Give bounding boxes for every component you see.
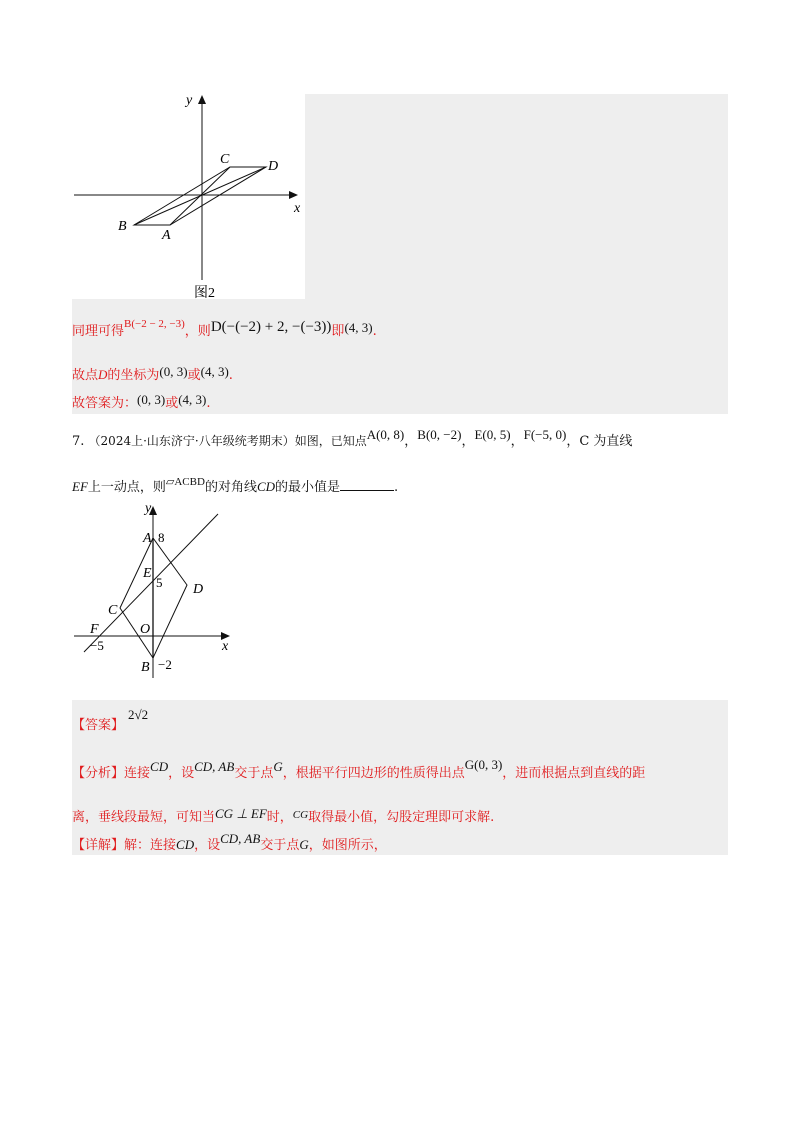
text: 或 <box>187 368 201 383</box>
text: 交于点 <box>260 838 300 853</box>
text: 交于点 <box>234 766 274 781</box>
expr-d: D(−(−2) + 2, −(−3)) <box>210 319 332 335</box>
y-axis-arrow-icon <box>198 95 206 104</box>
text: 的坐标为 <box>107 368 160 383</box>
label-a: A <box>162 228 171 243</box>
answer-blank[interactable] <box>340 478 394 491</box>
label-c: C <box>220 152 230 167</box>
figure-2 <box>72 90 305 305</box>
text: . <box>206 396 211 411</box>
solution-background-right <box>305 94 728 299</box>
problem-7-line-2 <box>72 478 398 497</box>
point-f: F(−5, 0) <box>523 427 567 442</box>
label-e: E <box>143 566 152 581</box>
analysis-label: 【分析】 <box>72 766 125 781</box>
label-c: C <box>108 603 118 618</box>
text: 的最小值是 <box>275 480 341 495</box>
text: 离，垂线段最短，可知当 <box>72 810 216 825</box>
problem-number: 7. <box>72 434 85 449</box>
segments-cd-ab: CD, AB <box>220 831 261 846</box>
label-y: y <box>186 93 193 108</box>
tick-8: 8 <box>158 530 165 545</box>
line-ef: EF <box>72 479 88 494</box>
point-a: A(0, 8) <box>366 427 405 442</box>
perpendicular-condition: CG ⊥ EF <box>215 806 267 821</box>
tick-neg5: −5 <box>90 638 104 653</box>
label-x: x <box>294 201 301 216</box>
segment-cg: CG <box>292 809 309 821</box>
continuation-line-1 <box>72 318 377 341</box>
coord-1: (0, 3) <box>137 392 166 407</box>
figure-7 <box>72 498 242 683</box>
diagonal-cd <box>134 167 266 225</box>
segment-cd: CD <box>176 837 195 852</box>
text: ， <box>461 434 475 449</box>
text: ，如图所示， <box>308 838 387 853</box>
label-a: A <box>143 531 152 546</box>
answer-line <box>72 707 149 735</box>
label-d: D <box>268 159 279 174</box>
label-y: y <box>145 501 152 516</box>
segments-cd-ab: CD, AB <box>194 759 235 774</box>
segment-cd: CD <box>150 759 169 774</box>
coord-2: (4, 3) <box>200 364 229 379</box>
analysis-line-1 <box>72 757 646 783</box>
detail-line <box>72 831 387 855</box>
analysis-line-2 <box>72 808 494 827</box>
text: ，设 <box>194 838 221 853</box>
text: . <box>228 368 233 383</box>
detail-label: 【详解】 <box>72 838 125 853</box>
point-e: E(0, 5) <box>474 427 511 442</box>
label-x: x <box>222 639 229 654</box>
continuation-line-2 <box>72 366 233 385</box>
text: ，则 <box>184 324 211 339</box>
parallelogram-symbol: ▱ACBD <box>165 476 205 488</box>
point-g: G <box>299 837 309 852</box>
text: 即 <box>331 324 345 339</box>
text: 的对角线 <box>204 480 257 495</box>
text: 故点 <box>72 368 99 383</box>
tick-5: 5 <box>156 575 163 590</box>
point-g: G <box>273 759 283 774</box>
continuation-line-3 <box>72 394 211 413</box>
expr-b: B(−2 − 2, −3) <box>124 318 185 330</box>
coord-2: (4, 3) <box>178 392 207 407</box>
segment-cd: CD <box>256 479 276 494</box>
text: ，根据平行四边形的性质得出点 <box>282 766 465 781</box>
point-b: B(0, −2) <box>417 427 462 442</box>
tick-neg2: −2 <box>158 657 172 672</box>
label-d: D <box>193 582 204 597</box>
point-g-coord: G(0, 3) <box>464 757 503 772</box>
text: 时， <box>266 810 293 825</box>
text: ， <box>404 434 418 449</box>
point-d: D <box>98 367 108 382</box>
expr-result: (4, 3) <box>344 320 373 335</box>
problem-source: （2024上·山东济宁·八年级统考期末）如图，已知点 <box>88 434 367 448</box>
problem-7-line-1 <box>72 427 633 451</box>
text: 同理可得 <box>72 324 125 339</box>
text: 连接 <box>124 766 151 781</box>
text: 上一动点，则 <box>87 480 166 495</box>
text: 或 <box>165 396 179 411</box>
text: 解：连接 <box>124 838 177 853</box>
label-f: F <box>90 622 99 637</box>
figure-caption: 图2 <box>194 286 215 301</box>
text: . <box>372 324 377 339</box>
answer-label: 【答案】 <box>72 718 125 733</box>
coord-1: (0, 3) <box>159 364 188 379</box>
text: ，C 为直线 <box>566 434 633 449</box>
answer-value: 2√2 <box>128 707 149 722</box>
text: . <box>394 480 399 495</box>
label-b: B <box>141 660 150 675</box>
text: ，进而根据点到直线的距 <box>502 766 646 781</box>
text: ，设 <box>168 766 195 781</box>
label-b: B <box>118 219 127 234</box>
text: ， <box>510 434 524 449</box>
label-o: O <box>140 622 151 637</box>
x-axis-arrow-icon <box>289 191 298 199</box>
text: 取得最小值，勾股定理即可求解. <box>308 810 495 825</box>
text: 故答案为： <box>72 396 138 411</box>
